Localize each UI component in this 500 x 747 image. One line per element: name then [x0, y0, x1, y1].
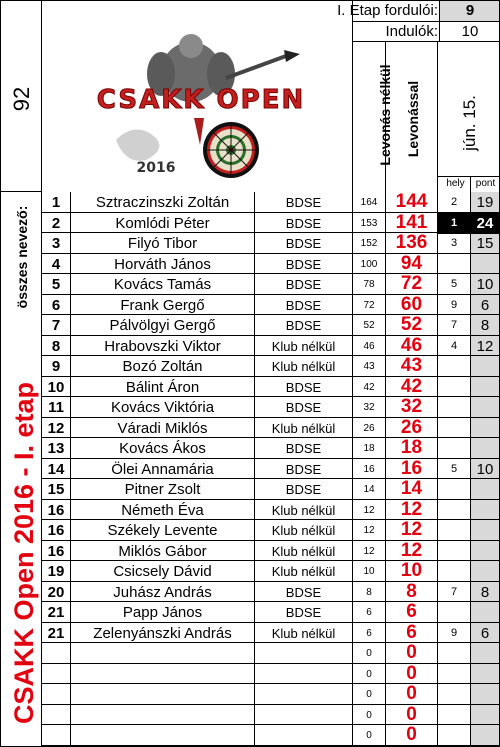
row-club: BDSE: [285, 379, 322, 395]
row-points: 12: [476, 337, 494, 355]
row-points: [471, 356, 499, 376]
row-place: 7: [450, 319, 458, 331]
row-score-net: 43: [400, 355, 423, 376]
row-points: [471, 397, 499, 417]
row-points: 6: [480, 296, 490, 314]
row-place: 3: [450, 237, 458, 249]
logo-year: 2016: [136, 160, 176, 176]
row-points: [471, 602, 499, 622]
row-points: [471, 725, 499, 745]
rounds-label: I. Etap fordulói:: [337, 2, 438, 19]
row-place: [438, 254, 470, 274]
row-club: Klub nélkül: [271, 338, 336, 354]
row-rank: 12: [47, 419, 65, 437]
row-player-name: Csicsely Dávid: [113, 562, 212, 580]
row-score-raw: 26: [363, 422, 375, 434]
row-rank: 2: [51, 214, 61, 232]
row-club: [255, 664, 352, 684]
row-score-raw: 152: [360, 237, 378, 249]
row-place: 7: [450, 586, 458, 598]
row-place: 5: [450, 278, 458, 290]
row-score-raw: 6: [366, 606, 372, 618]
row-player-name: Miklós Gábor: [118, 542, 207, 560]
row-player-name: Váradi Miklós: [117, 419, 208, 437]
row-player-name: Filyó Tibor: [127, 234, 198, 252]
row-score-raw: 153: [360, 217, 378, 229]
row-score-net: 12: [400, 540, 423, 561]
row-score-raw: 42: [363, 381, 375, 393]
with-deduction-header: Levonással: [405, 80, 421, 158]
without-deduction-header: Levonás nélkül: [377, 64, 393, 166]
row-points: [471, 541, 499, 561]
row-score-net: 6: [406, 601, 417, 622]
row-player-name: [71, 725, 254, 745]
row-score-net: 94: [400, 253, 423, 274]
row-score-raw: 0: [366, 729, 372, 741]
row-score-net: 52: [400, 314, 423, 335]
row-player-name: [71, 705, 254, 725]
row-club: [255, 643, 352, 663]
row-player-name: Juhász András: [113, 583, 212, 601]
row-player-name: Horváth János: [114, 255, 211, 273]
row-rank: 5: [51, 275, 61, 293]
row-rank: [42, 664, 70, 684]
row-score-raw: 52: [363, 319, 375, 331]
row-points: 10: [476, 460, 494, 478]
row-club: BDSE: [285, 481, 322, 497]
row-place: [438, 602, 470, 622]
row-club: BDSE: [285, 440, 322, 456]
row-player-name: Kovács Ákos: [119, 439, 206, 457]
row-place: 2: [450, 196, 458, 208]
row-points: 15: [476, 234, 494, 252]
row-player-name: Németh Éva: [121, 501, 204, 519]
row-score-raw: 0: [366, 668, 372, 680]
row-score-net: 42: [400, 376, 423, 397]
row-club: Klub nélkül: [271, 502, 336, 518]
row-score-net: 12: [400, 499, 423, 520]
row-points: 8: [480, 583, 490, 601]
event-title: CSAKK Open 2016 - I. etap: [8, 381, 39, 725]
row-player-name: [71, 684, 254, 704]
row-club: BDSE: [285, 584, 322, 600]
row-score-raw: 0: [366, 647, 372, 659]
row-player-name: Bozó Zoltán: [122, 357, 203, 375]
row-score-raw: 0: [366, 709, 372, 721]
row-player-name: Hrabovszki Viktor: [104, 337, 221, 355]
row-player-name: Kovács Viktória: [110, 398, 215, 416]
row-rank: 16: [47, 501, 65, 519]
row-rank: 21: [47, 603, 65, 621]
row-points: [471, 520, 499, 540]
row-place: [438, 500, 470, 520]
row-club: BDSE: [285, 194, 322, 210]
row-score-raw: 46: [363, 340, 375, 352]
row-rank: 21: [47, 624, 65, 642]
row-score-raw: 6: [366, 627, 372, 639]
row-rank: 10: [47, 378, 65, 396]
row-score-raw: 8: [366, 586, 372, 598]
row-score-net: 18: [400, 437, 423, 458]
row-score-raw: 100: [360, 258, 378, 270]
row-points: 6: [480, 624, 490, 642]
row-score-net: 26: [400, 417, 423, 438]
row-place: 4: [450, 340, 458, 352]
row-club: BDSE: [285, 317, 322, 333]
row-score-net: 0: [406, 724, 417, 745]
row-score-raw: 14: [363, 483, 375, 495]
row-club: Klub nélkül: [271, 420, 336, 436]
row-points: 24: [476, 214, 494, 232]
row-score-raw: 10: [363, 565, 375, 577]
row-place: [438, 479, 470, 499]
row-club: [255, 725, 352, 745]
row-rank: 16: [47, 521, 65, 539]
entrants-label: Indulók:: [385, 23, 438, 40]
row-place: [438, 438, 470, 458]
row-points: [471, 377, 499, 397]
row-score-net: 0: [406, 663, 417, 684]
row-score-net: 141: [395, 212, 428, 233]
row-score-raw: 16: [363, 463, 375, 475]
total-entries-label: összes nevező:: [14, 205, 30, 309]
row-place: [438, 418, 470, 438]
row-club: Klub nélkül: [271, 625, 336, 641]
csakk-open-logo: [76, 20, 326, 180]
row-rank: [42, 705, 70, 725]
row-club: BDSE: [285, 461, 322, 477]
row-player-name: [71, 643, 254, 663]
row-rank: 14: [47, 460, 65, 478]
row-place: [438, 397, 470, 417]
row-points: [471, 561, 499, 581]
row-points: 19: [476, 193, 494, 211]
row-place: [438, 377, 470, 397]
row-rank: 15: [47, 480, 65, 498]
row-club: [255, 684, 352, 704]
row-player-name: Ölei Annamária: [111, 460, 214, 478]
points-header: pont: [475, 178, 496, 189]
row-rank: 8: [51, 337, 61, 355]
row-score-net: 0: [406, 642, 417, 663]
row-score-net: 32: [400, 396, 423, 417]
row-rank: 20: [47, 583, 65, 601]
row-rank: [42, 684, 70, 704]
row-score-net: 8: [406, 581, 417, 602]
row-place: [438, 520, 470, 540]
row-club: Klub nélkül: [271, 522, 336, 538]
row-place: [438, 541, 470, 561]
row-club: BDSE: [285, 276, 322, 292]
row-points: [471, 254, 499, 274]
row-player-name: Frank Gergő: [120, 296, 205, 314]
row-place: [438, 705, 470, 725]
row-player-name: Pitner Zsolt: [124, 480, 201, 498]
row-score-net: 14: [400, 478, 423, 499]
row-score-net: 0: [406, 704, 417, 725]
row-points: 8: [480, 316, 490, 334]
row-score-raw: 32: [363, 401, 375, 413]
row-score-raw: 18: [363, 442, 375, 454]
row-score-net: 60: [400, 294, 423, 315]
row-place: [438, 664, 470, 684]
place-header: hely: [446, 178, 465, 189]
row-points: [471, 479, 499, 499]
row-rank: 11: [48, 398, 64, 416]
row-rank: 4: [51, 255, 61, 273]
row-score-net: 136: [395, 232, 428, 253]
row-points: [471, 418, 499, 438]
row-player-name: Pálvölgyi Gergő: [109, 316, 216, 334]
row-score-net: 46: [400, 335, 423, 356]
row-rank: 6: [51, 296, 61, 314]
row-score-raw: 12: [363, 545, 375, 557]
row-points: [471, 500, 499, 520]
row-rank: 9: [51, 357, 61, 375]
row-score-net: 16: [400, 458, 423, 479]
row-score-net: 0: [406, 683, 417, 704]
row-rank: 19: [47, 562, 65, 580]
entrants-value: 10: [461, 23, 479, 40]
row-rank: [42, 643, 70, 663]
row-score-net: 72: [400, 273, 423, 294]
row-place: 5: [450, 463, 458, 475]
row-score-raw: 12: [363, 504, 375, 516]
row-club: BDSE: [285, 399, 322, 415]
row-rank: [42, 725, 70, 745]
row-score-net: 10: [400, 560, 423, 581]
total-entries-number: 92: [9, 86, 34, 112]
row-place: [438, 643, 470, 663]
row-club: [255, 705, 352, 725]
row-score-raw: 12: [363, 524, 375, 536]
row-points: [471, 643, 499, 663]
row-club: Klub nélkül: [271, 543, 336, 559]
row-player-name: Komlódi Péter: [115, 214, 210, 232]
row-score-raw: 164: [360, 196, 378, 208]
row-rank: 7: [51, 316, 61, 334]
row-player-name: Székely Levente: [107, 521, 218, 539]
row-club: Klub nélkül: [271, 358, 336, 374]
row-rank: 16: [47, 542, 65, 560]
row-club: BDSE: [285, 235, 322, 251]
row-club: Klub nélkül: [271, 563, 336, 579]
row-place: 9: [450, 299, 458, 311]
row-place: [438, 725, 470, 745]
row-club: BDSE: [285, 604, 322, 620]
row-player-name: Bálint Áron: [125, 378, 200, 396]
row-score-net: 12: [400, 519, 423, 540]
row-player-name: [71, 664, 254, 684]
row-club: BDSE: [285, 215, 322, 231]
row-place: 1: [450, 217, 458, 229]
row-rank: 3: [51, 234, 61, 252]
row-player-name: Zelenyánszki András: [93, 624, 232, 642]
row-points: [471, 684, 499, 704]
row-score-raw: 78: [363, 278, 375, 290]
row-place: [438, 684, 470, 704]
row-score-net: 6: [406, 622, 417, 643]
row-score-raw: 43: [363, 360, 375, 372]
row-points: 10: [476, 275, 494, 293]
row-score-net: 144: [395, 191, 428, 212]
row-player-name: Kovács Tamás: [113, 275, 212, 293]
logo-text: CSAKK OPEN: [96, 85, 306, 115]
row-club: BDSE: [285, 256, 322, 272]
row-place: [438, 561, 470, 581]
date-header: jún. 15.: [460, 95, 479, 151]
rounds-value: 9: [465, 2, 475, 19]
row-place: [438, 356, 470, 376]
row-rank: 13: [47, 439, 65, 457]
row-score-raw: 72: [363, 299, 375, 311]
row-score-raw: 0: [366, 688, 372, 700]
row-club: BDSE: [285, 297, 322, 313]
row-points: [471, 438, 499, 458]
row-player-name: Papp János: [122, 603, 203, 621]
row-player-name: Sztraczinszki Zoltán: [95, 193, 230, 211]
row-place: 9: [450, 627, 458, 639]
row-rank: 1: [51, 193, 61, 211]
row-points: [471, 664, 499, 684]
row-points: [471, 705, 499, 725]
